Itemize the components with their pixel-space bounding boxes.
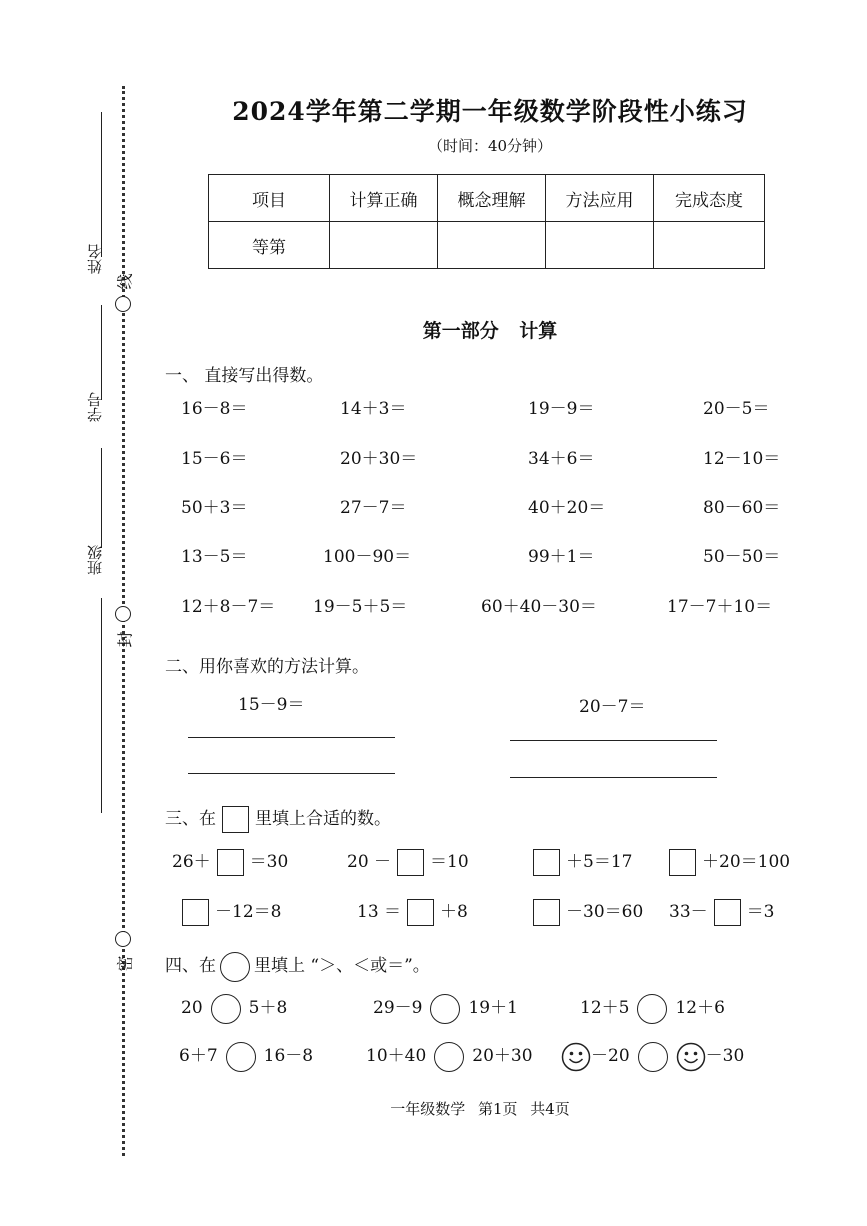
compare-left: 29－9 (373, 998, 423, 1018)
compare-right: －30 (705, 1046, 745, 1066)
compare-right: 5＋8 (248, 998, 288, 1018)
compare-circle[interactable] (638, 1042, 668, 1072)
score-table-grade-row (209, 222, 765, 269)
calc-problem: 20＋30＝ (340, 449, 418, 469)
name-blank-line (101, 112, 102, 257)
compare-problem (373, 993, 518, 1024)
extra-blank-line (101, 598, 102, 813)
score-table-header-row (209, 175, 765, 222)
seal-char-secret: 密 (115, 955, 135, 972)
problem-right: ＋5＝17 (566, 852, 633, 872)
score-cell[interactable] (654, 222, 765, 269)
answer-box[interactable] (714, 899, 741, 926)
compare-left: 6＋7 (179, 1046, 218, 1066)
compare-circle[interactable] (430, 994, 460, 1024)
problem-left: 26＋ (172, 852, 211, 872)
score-table (208, 174, 765, 269)
smiley-icon (676, 1046, 706, 1066)
compare-circle[interactable] (637, 994, 667, 1024)
compare-right: 12＋6 (675, 998, 725, 1018)
fill-box-problem (176, 897, 281, 926)
answer-box[interactable] (217, 849, 244, 876)
name-label: 姓名 (86, 244, 104, 274)
answer-box[interactable] (407, 899, 434, 926)
seal-char-line: 线 (115, 273, 135, 290)
section2-problem: 15－9＝ (238, 695, 305, 715)
score-cell[interactable] (330, 222, 438, 269)
problem-right: ＝30 (249, 852, 289, 872)
score-row-label: 等第 (209, 222, 330, 269)
score-cell[interactable] (546, 222, 654, 269)
calc-problem: 19－5＋5＝ (313, 597, 408, 617)
calc-problem: 19－9＝ (528, 399, 595, 419)
answer-box[interactable] (669, 849, 696, 876)
calc-problem: 16－8＝ (181, 399, 248, 419)
compare-problem (366, 1041, 533, 1072)
section2-title: 二、用你喜欢的方法计算。 (165, 657, 369, 677)
compare-right: 20＋30 (472, 1046, 533, 1066)
problem-right: －30＝60 (566, 902, 644, 922)
compare-problem (561, 1041, 744, 1072)
calc-problem: 34＋6＝ (528, 449, 595, 469)
score-header-item: 项目 (209, 175, 330, 222)
binding-hole-icon (115, 931, 131, 947)
problem-left: 20 － (347, 852, 392, 872)
fill-box-problem (527, 847, 632, 876)
calc-problem: 100－90＝ (323, 547, 412, 567)
section3-title (165, 804, 391, 833)
problem-right: ＋8 (440, 902, 468, 922)
section3-title-end: 里填上合适的数。 (255, 809, 391, 829)
problem-right: ＋20＝100 (702, 852, 791, 872)
problem-left: 33－ (669, 902, 708, 922)
problem-right: ＝10 (430, 852, 469, 872)
calc-problem: 17－7＋10＝ (667, 597, 773, 617)
section4-title-start: 四、在 (165, 956, 216, 976)
fill-box-problem (527, 897, 643, 926)
id-label: 学号 (86, 392, 104, 422)
section2-problem: 20－7＝ (579, 697, 646, 717)
answer-line[interactable] (510, 777, 717, 778)
answer-box[interactable] (397, 849, 424, 876)
calc-problem: 50－50＝ (703, 547, 781, 567)
seal-char-seal: 封 (115, 631, 135, 648)
compare-circle[interactable] (226, 1042, 256, 1072)
score-header-concept: 概念理解 (438, 175, 546, 222)
compare-right: 19＋1 (468, 998, 518, 1018)
calc-problem: 27－7＝ (340, 498, 407, 518)
answer-line[interactable] (188, 737, 395, 738)
answer-box[interactable] (182, 899, 209, 926)
section1-title: 一、 直接写出得数。 (165, 366, 324, 386)
compare-problem (181, 993, 287, 1024)
compare-left: 12＋5 (580, 998, 630, 1018)
score-header-attitude: 完成态度 (654, 175, 765, 222)
problem-right: －12＝8 (215, 902, 282, 922)
calc-problem: 80－60＝ (703, 498, 781, 518)
smiley-icon (561, 1046, 591, 1066)
answer-box[interactable] (533, 849, 560, 876)
problem-right: ＝3 (746, 902, 775, 922)
problem-left: 13 ＝ (357, 902, 402, 922)
binding-hole-icon (115, 296, 131, 312)
compare-problem (580, 993, 725, 1024)
answer-line[interactable] (188, 773, 395, 774)
binding-hole-icon (115, 606, 131, 622)
compare-left: －20 (591, 1046, 630, 1066)
page-footer: 一年级数学 第1页 共4页 (390, 1100, 570, 1118)
fill-box-problem (347, 847, 469, 876)
fill-box-problem (172, 847, 288, 876)
section4-title-end: 里填上 “＞、＜或＝”。 (254, 956, 430, 976)
calc-problem: 60＋40－30＝ (481, 597, 597, 617)
calc-problem: 12－10＝ (703, 449, 781, 469)
page-title: 2024学年第二学期一年级数学阶段性小练习 (232, 97, 748, 126)
fill-box-problem (663, 847, 790, 876)
section4-title (165, 951, 430, 982)
part-title: 第一部分 计算 (422, 320, 558, 342)
calc-problem: 13－5＝ (181, 547, 248, 567)
score-cell[interactable] (438, 222, 546, 269)
compare-circle[interactable] (434, 1042, 464, 1072)
calc-problem: 20－5＝ (703, 399, 770, 419)
class-label: 班级 (86, 545, 104, 575)
calc-problem: 50＋3＝ (181, 498, 248, 518)
calc-problem: 40＋20＝ (528, 498, 606, 518)
circle-legend-icon (220, 952, 250, 982)
section3-title-start: 三、在 (165, 809, 216, 829)
answer-box[interactable] (533, 899, 560, 926)
fill-box-problem (357, 897, 468, 926)
fill-box-problem (669, 897, 774, 926)
calc-problem: 15－6＝ (181, 449, 248, 469)
score-header-method: 方法应用 (546, 175, 654, 222)
compare-problem (179, 1041, 313, 1072)
class-blank-line (101, 448, 102, 548)
calc-problem: 99＋1＝ (528, 547, 595, 567)
compare-right: 16－8 (263, 1046, 314, 1066)
time-limit: （时间：40分钟） (427, 137, 553, 155)
box-legend-icon (222, 806, 249, 833)
calc-problem: 14＋3＝ (340, 399, 407, 419)
compare-left: 20 (181, 998, 203, 1018)
calc-problem: 12＋8－7＝ (181, 597, 276, 617)
compare-circle[interactable] (211, 994, 241, 1024)
compare-left: 10＋40 (366, 1046, 427, 1066)
answer-line[interactable] (510, 740, 717, 741)
score-header-calc: 计算正确 (330, 175, 438, 222)
